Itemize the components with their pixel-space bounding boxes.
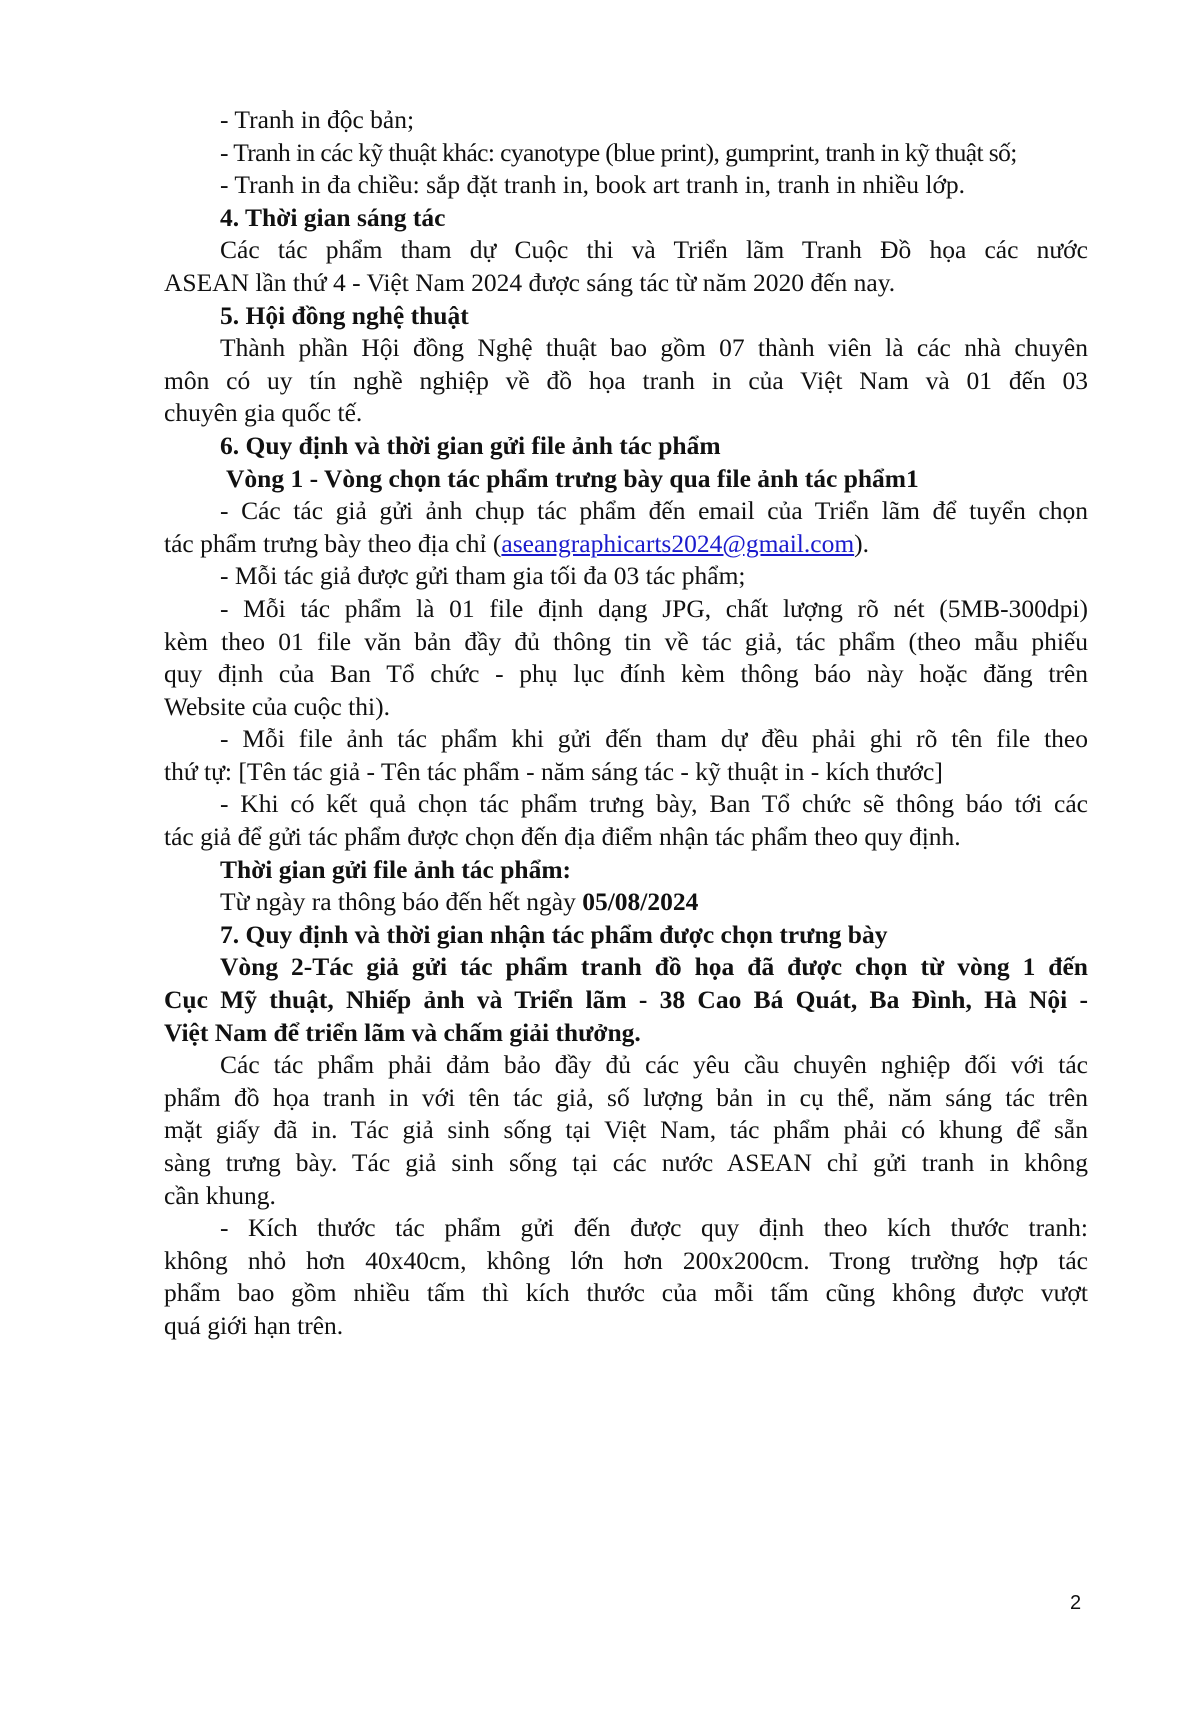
paragraph-line: Các tác phẩm phải đảm bảo đầy đủ các yêu cầu chuyên nghiệp đối với tác: [220, 1050, 1088, 1080]
list-item: - Tranh in độc bản;: [220, 105, 415, 134]
paragraph-line: Thành phần Hội đồng Nghệ thuật bao gồm 07 thành viên là các nhà chuyên: [220, 333, 1088, 363]
page-number: 2: [1070, 1592, 1082, 1614]
text-span: Từ ngày ra thông báo đến hết ngày: [220, 887, 583, 917]
paragraph-line: kèm theo 01 file văn bản đầy đủ thông tin về tác giả, tác phẩm (theo mẫu phiếu: [164, 626, 1088, 656]
deadline-heading: Thời gian gửi file ảnh tác phẩm:: [220, 854, 572, 884]
paragraph-line: quá giới hạn trên.: [164, 1310, 344, 1340]
round2-line: Cục Mỹ thuật, Nhiếp ảnh và Triển lãm - 38 Cao Bá Quát, Ba Đình, Hà Nội -: [164, 985, 1088, 1015]
paragraph-line: - Mỗi tác phẩm là 01 file định dạng JPG, chất lượng rõ nét (5MB-300dpi): [220, 593, 1088, 623]
round2-line: Vòng 2-Tác giả gửi tác phẩm tranh đồ họa đã được chọn từ vòng 1 đến: [220, 952, 1088, 982]
paragraph-line: ASEAN lần thứ 4 - Việt Nam 2024 được sáng tác từ năm 2020 đến nay.: [164, 267, 896, 297]
paragraph-line: Website của cuộc thi).: [164, 691, 390, 721]
deadline-line: [164, 886, 1088, 919]
paragraph-line: - Các tác giả gửi ảnh chụp tác phẩm đến email của Triển lãm để tuyển chọn: [220, 496, 1088, 526]
document-page: [164, 104, 1088, 1343]
paragraph-line: - Mỗi tác giả được gửi tham gia tối đa 03 tác phẩm;: [220, 561, 746, 591]
section-heading-6: 6. Quy định và thời gian gửi file ảnh tác phẩm: [220, 430, 721, 460]
paragraph-line: - Mỗi file ảnh tác phẩm khi gửi đến tham dự đều phải ghi rõ tên file theo: [220, 724, 1088, 754]
paragraph-line: sàng trưng bày. Tác giả sinh sống tại các nước ASEAN chỉ gửi tranh in không: [164, 1148, 1088, 1177]
paragraph-line: môn có uy tín nghề nghiệp về đồ họa tranh in của Việt Nam và 01 đến 03: [164, 365, 1088, 395]
round2-line: Việt Nam để triển lãm và chấm giải thưởng.: [164, 1017, 641, 1047]
text-span: tác phẩm trưng bày theo địa chỉ (: [164, 528, 502, 558]
section-heading-7: 7. Quy định và thời gian nhận tác phẩm được chọn trưng bày: [220, 919, 888, 949]
paragraph-line: [164, 528, 1088, 561]
text-span: ).: [854, 528, 870, 558]
round1-heading: Vòng 1 - Vòng chọn tác phẩm trưng bày qua file ảnh tác phẩm1: [226, 463, 919, 493]
paragraph-line: phẩm bao gồm nhiều tấm thì kích thước của mỗi tấm cũng không được vượt: [164, 1278, 1088, 1308]
paragraph-line: - Khi có kết quả chọn tác phẩm trưng bày, Ban Tổ chức sẽ thông báo tới các: [220, 789, 1088, 819]
deadline-date: 05/08/2024: [582, 887, 699, 917]
paragraph-line: thứ tự: [Tên tác giả - Tên tác phẩm - năm sáng tác - kỹ thuật in - kích thước]: [164, 756, 943, 786]
paragraph-line: tác giả để gửi tác phẩm được chọn đến địa điểm nhận tác phẩm theo quy định.: [164, 822, 961, 852]
paragraph-line: không nhỏ hơn 40x40cm, không lớn hơn 200x200cm. Trong trường hợp tác: [164, 1245, 1088, 1275]
list-item: - Tranh in các kỹ thuật khác: cyanotype (blue print), gumprint, tranh in kỹ thuật số;: [220, 137, 1017, 167]
list-item: - Tranh in đa chiều: sắp đặt tranh in, book art tranh in, tranh in nhiều lớp.: [220, 170, 966, 200]
section-heading-5: 5. Hội đồng nghệ thuật: [220, 300, 469, 330]
section-heading-4: 4. Thời gian sáng tác: [220, 202, 446, 232]
paragraph-line: phẩm đồ họa tranh in với tên tác giả, số lượng bản in cụ thể, năm sáng tác trên: [164, 1082, 1088, 1112]
paragraph-line: cần khung.: [164, 1180, 276, 1210]
paragraph-line: Các tác phẩm tham dự Cuộc thi và Triển lãm Tranh Đồ họa các nước: [220, 235, 1088, 265]
paragraph-line: chuyên gia quốc tế.: [164, 398, 363, 428]
email-link[interactable]: aseangraphicarts2024@gmail.com: [501, 528, 855, 558]
paragraph-line: quy định của Ban Tổ chức - phụ lục đính kèm thông báo này hoặc đăng trên: [164, 659, 1088, 689]
paragraph-line: mặt giấy đã in. Tác giả sinh sống tại Việt Nam, tác phẩm phải có khung để sẵn: [164, 1115, 1088, 1145]
paragraph-line: - Kích thước tác phẩm gửi đến được quy định theo kích thước tranh:: [220, 1213, 1088, 1243]
